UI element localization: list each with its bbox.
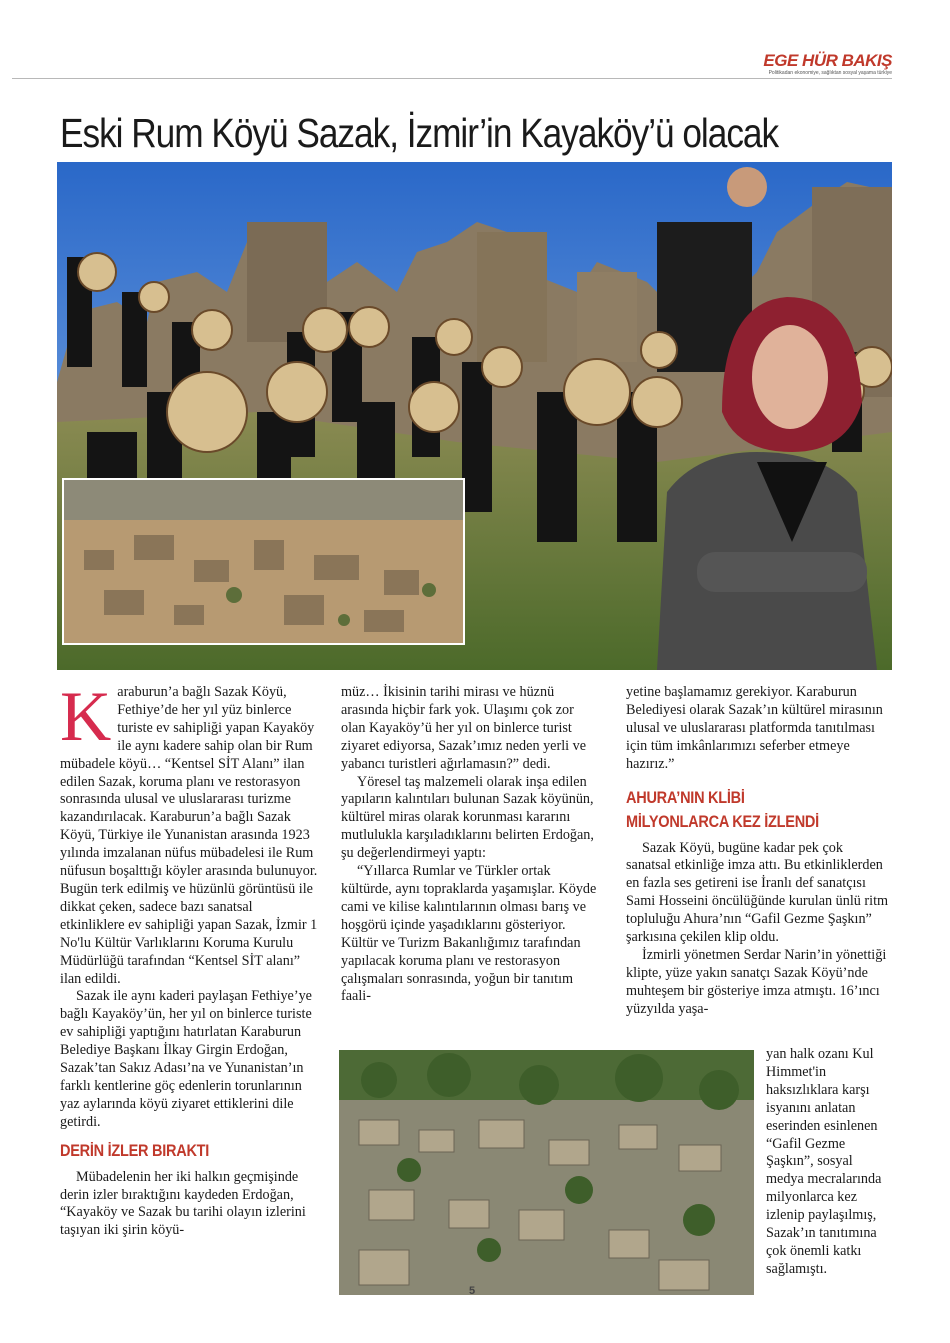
inset-photo-ruins	[62, 478, 465, 645]
subheading-line-1: AHURA’NIN KLİBİ	[626, 788, 745, 807]
paragraph: müz… İkisinin tarihi mirası ve hüznü arasında hiçbir fark yok. Ulaşımı çok zor olan Kayaköy’ü her yıl on binlerce turist ziyaret ediyorsa, Sazak’ımız neden yerli ve yabancı turistleri ağırlamasın?” dedi.	[341, 684, 587, 772]
drop-cap: K	[60, 678, 112, 756]
brand-name: EGE HÜR BAKIŞ	[763, 51, 892, 70]
headline: Eski Rum Köyü Sazak, İzmir’in Kayaköy’ü olacak	[60, 110, 779, 156]
article-column-3	[626, 684, 889, 1019]
paragraph: Sazak ile aynı kaderi paylaşan Fethiye’ye bağlı Kayaköy’ün, her yıl on binlerce turiste ev sahipliği yaptığını hatırlatan Karaburun Belediye Başkanı İlkay Girgin Erdoğan, Sazak’tan Sakız Adası’na ve Yunanistan’ın farklı kentlerine göç edenlerin torunlarının yaz aylarında köyü ziyaret ettiklerini dile getirdi.	[60, 988, 312, 1130]
paragraph: yetine başlamamız gerekiyor. Karaburun Belediyesi olarak Sazak’ın kültürel mirasının ulusal ve uluslararası platformda tanıtılması için tüm imkânlarımızı seferber etmeye hazırız.”	[626, 684, 883, 772]
header-rule	[12, 78, 892, 79]
article-column-3-continued	[766, 1046, 891, 1279]
page-number: 5	[469, 1285, 476, 1297]
paragraph: araburun’a bağlı Sazak Köyü, Fethiye’de her yıl yüz binlerce turiste ev sahipliği yapan Kayaköy ile aynı kadere sahip olan bir Rum mübadele köyü… “Kentsel SİT Alanı” ilan edilen Sazak, koruma planı ve restorasyon sonrasında ulusal ve uluslararası turizme kazandırılacak. Karaburun’a bağlı Sazak Köyü, Türkiye ile Yunanistan arasında 1923 yılında imzalanan nüfus mübadelesi ile Rum nüfusun boşalttığı köyler arasında bulunuyor. Bugün terk edilmiş ve hüzünlü görüntüsü ile dikkat çeken, sadece bazı sanatsal etkinliklere ev sahipliği yapan Sazak, İzmir 1 No'lu Kültür Varlıklarını Koruma Kurulu Müdürlüğü tarafından “Kentsel SİT alanı” ilan edildi.	[60, 684, 318, 987]
masthead-logo	[763, 52, 892, 76]
paragraph: Mübadelenin her iki halkın geçmişinde derin izler bıraktığını kaydeden Erdoğan, “Kayaköy ve Sazak bu tarihi olayın izlerini taşıyan iki şirin köyü-	[60, 1168, 306, 1239]
brand-tagline: Politikadan ekonomiye, sağlıktan sosyal yaşama türkiye	[768, 70, 892, 76]
paragraph: “Yıllarca Rumlar ve Türkler ortak kültürde, aynı topraklarda yaşamışlar. Köyde cami ve kilise kalıntılarının olması barış ve hoşgörü içinde yaşadıklarını gösteriyor. Kültür ve Turizm Bakanlığımız tarafından yapılacak koruma planı ve restorasyon çalışmaları sonrasında, yoğun bir tanıtım faali-	[341, 863, 597, 1005]
subheading-line-2: MİLYONLARCA KEZ İZLENDİ	[626, 812, 819, 831]
paragraph: yan halk ozanı Kul Himmet'in haksızlıklara karşı isyanını anlatan eserinden esinlenen “Gafil Gezme Şaşkın”, sosyal medya mecralarında milyonlarca kez izlenip paylaşılmış, Sazak’ın tanıtımına çok önemli katkı sağlamıştı.	[766, 1046, 882, 1277]
village-photo	[339, 1050, 754, 1295]
paragraph: Sazak Köyü, bugüne kadar pek çok sanatsal etkinliğe imza attı. Bu etkinliklerden en fazla ses getireni ise İranlı def sanatçısı Sami Hosseini öncülüğünde kurulan ünlü ritm topluluğu Ahura’nın “Gafil Gezme Şaşkın” şarkısına çekilen klip oldu.	[626, 839, 889, 946]
paragraph: Yöresel taş malzemeli olarak inşa edilen yapıların kalıntıları bulunan Sazak köyünün, kültürel miras olarak korunması kararını mutlulukla karşıladıklarını belirten Erdoğan, şu değerlendirmeyi yaptı:	[341, 773, 594, 862]
paragraph: İzmirli yönetmen Serdar Narin’in yönettiği klipte, yüze yakın sanatçı Sazak Köyü’nde muhteşem bir gösteriye imza atmıştı. 16’ıncı yüzyılda yaşa-	[626, 946, 887, 1017]
article-column-1	[60, 678, 318, 1240]
article-column-2	[341, 684, 599, 1006]
subheading: DERİN İZLER BIRAKTI	[60, 1141, 210, 1160]
village-photo-illustration	[339, 1050, 754, 1295]
inset-photo-illustration	[64, 480, 465, 645]
